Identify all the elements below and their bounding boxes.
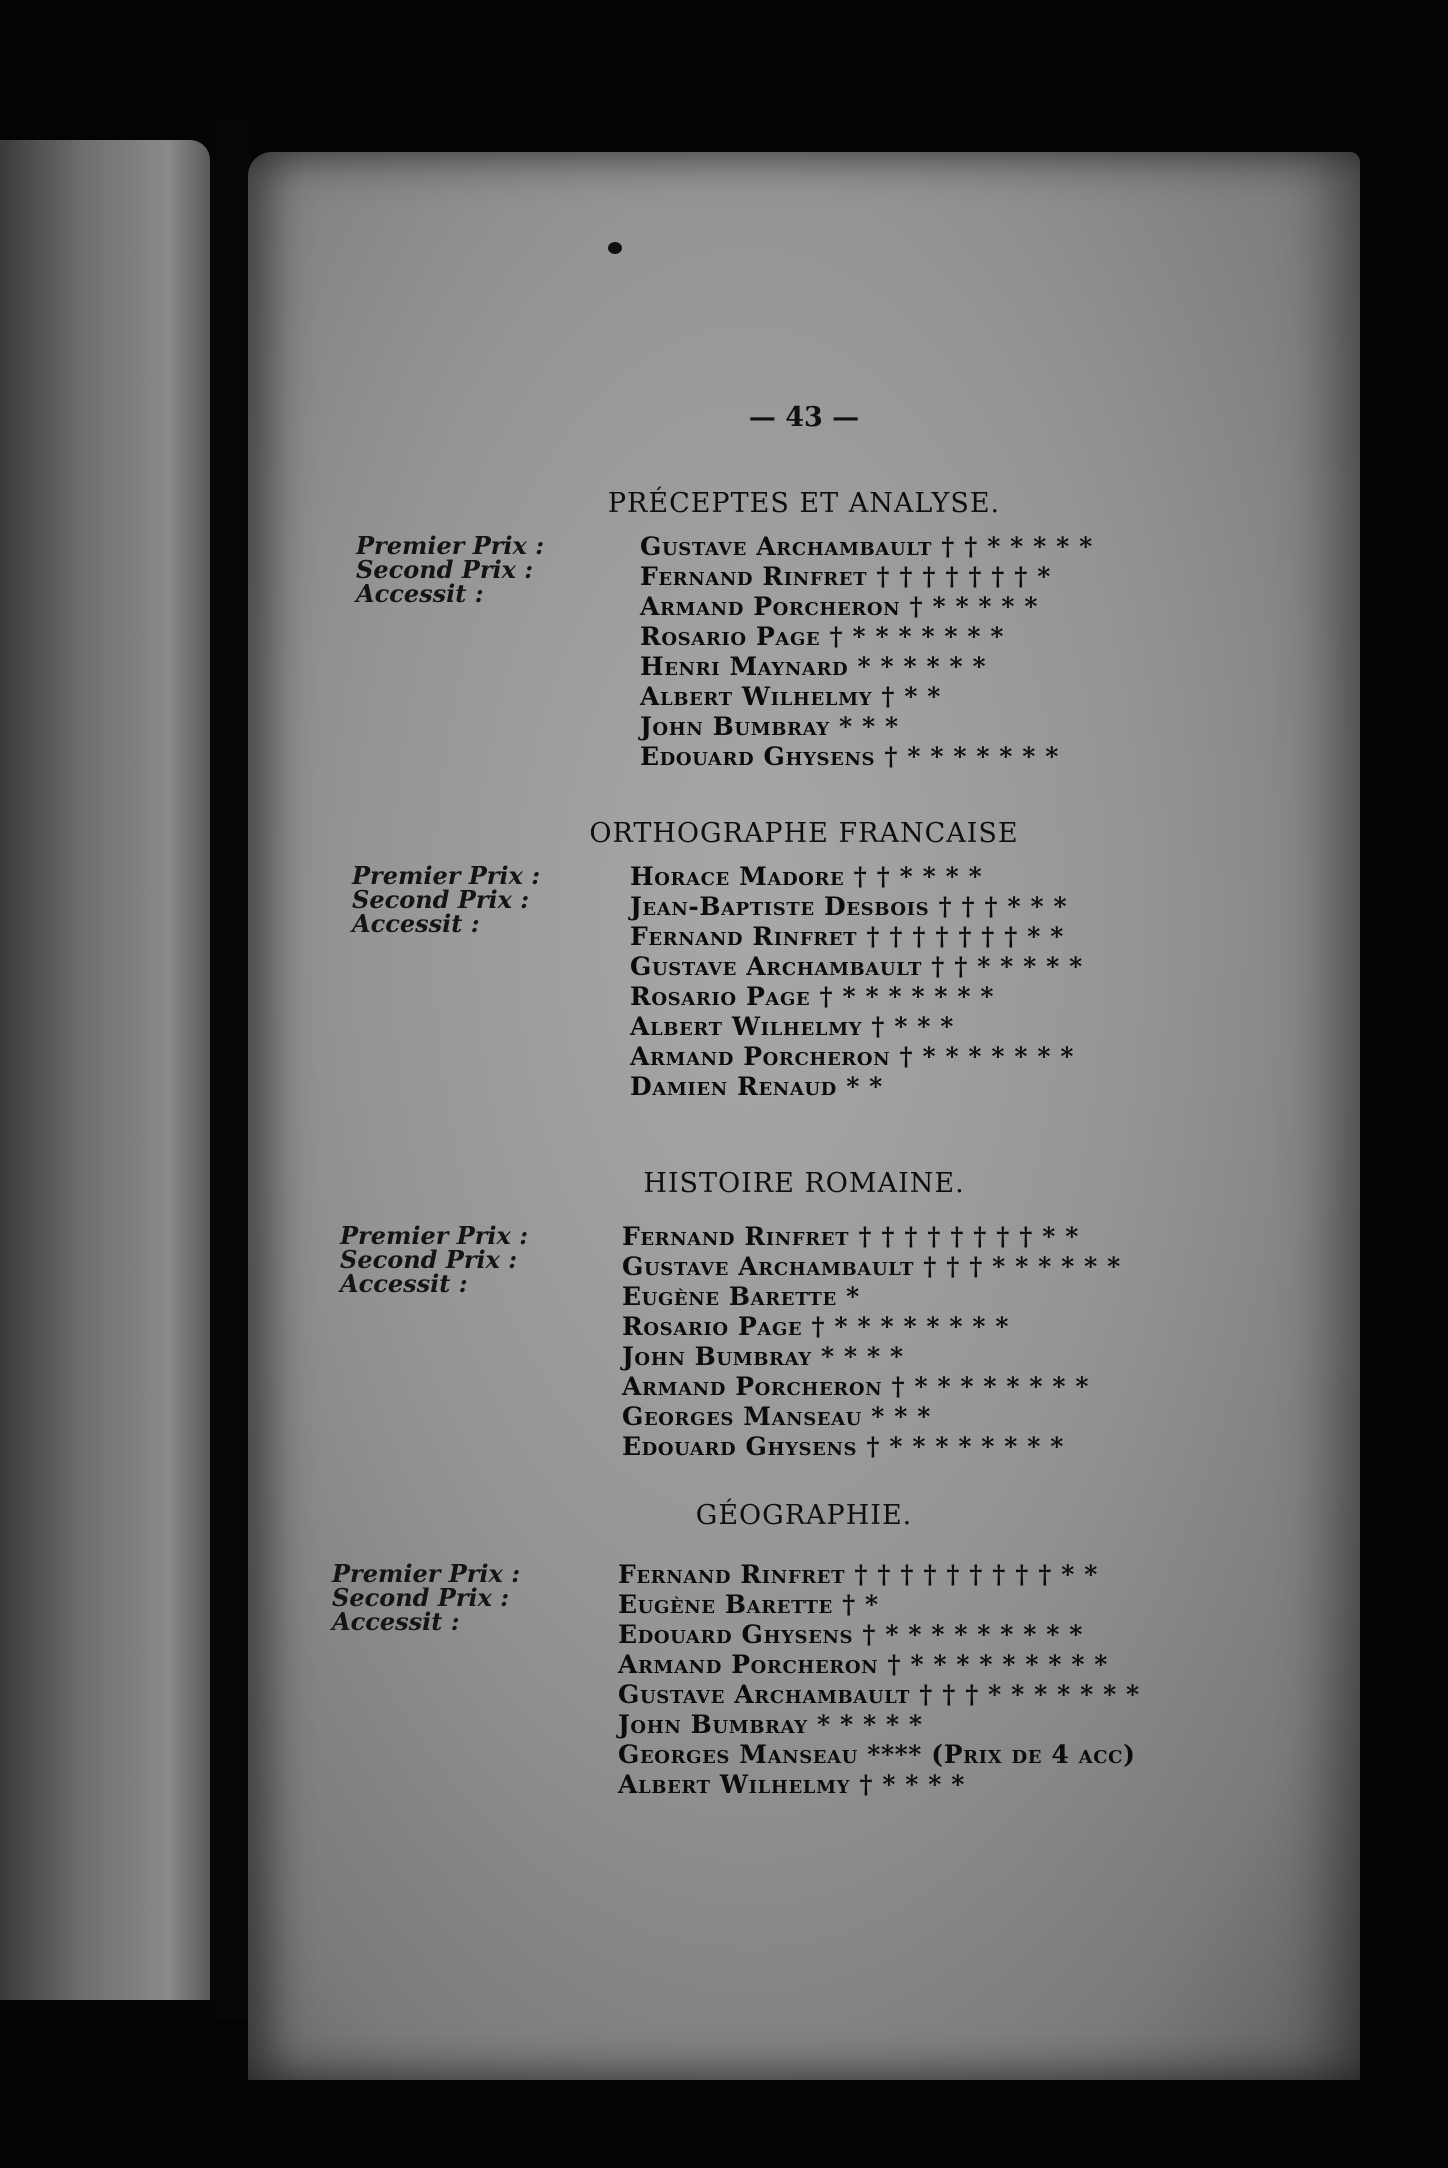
section-title-preceptes: PRÉCEPTES ET ANALYSE. (607, 488, 1001, 519)
section-entries (630, 862, 1083, 1102)
section-title-histoire: HISTOIRE ROMAINE. (643, 1168, 965, 1199)
section-entries (618, 1560, 1140, 1800)
list-item: Gustave Archambault † † * * * * * (640, 532, 1093, 561)
page-number: — 43 — (748, 402, 860, 433)
section-title-orthographe: ORTHOGRAPHE FRANCAISE (589, 818, 1019, 849)
list-item: John Bumbray * * * (640, 712, 899, 741)
list-item: Fernand Rinfret † † † † † † † † † * * (618, 1560, 1098, 1589)
label-premier-prix: Premier Prix : (356, 531, 545, 560)
list-item: Armand Porcheron † * * * * * * * (630, 1042, 1075, 1071)
ornament-mark (608, 242, 622, 254)
label-premier-prix: Premier Prix : (332, 1559, 521, 1588)
list-item: Georges Manseau * * * (622, 1402, 931, 1431)
list-item: Albert Wilhelmy † * * * (630, 1012, 954, 1041)
list-item: Gustave Archambault † † * * * * * (630, 952, 1083, 981)
section-labels (356, 531, 545, 608)
label-premier-prix: Premier Prix : (352, 861, 541, 890)
label-second-prix: Second Prix : (340, 1245, 518, 1274)
label-second-prix: Second Prix : (356, 555, 534, 584)
list-item: Rosario Page † * * * * * * * (630, 982, 995, 1011)
list-item: Gustave Archambault † † † * * * * * * (622, 1252, 1121, 1281)
section-entries (622, 1222, 1121, 1462)
list-item: Edouard Ghysens † * * * * * * * * * (618, 1620, 1083, 1649)
list-item: Albert Wilhelmy † * * * * (618, 1770, 965, 1799)
list-item: Armand Porcheron † * * * * * * * * * (618, 1650, 1108, 1679)
list-item: Albert Wilhelmy † * * (640, 682, 941, 711)
label-second-prix: Second Prix : (352, 885, 530, 914)
label-accessit: Accessit : (352, 909, 480, 938)
book-page (248, 152, 1360, 2080)
list-item: Edouard Ghysens † * * * * * * * (640, 742, 1059, 771)
list-item: Rosario Page † * * * * * * * (640, 622, 1005, 651)
label-accessit: Accessit : (340, 1269, 468, 1298)
list-item: Eugène Barette † * (618, 1590, 879, 1619)
list-item: Fernand Rinfret † † † † † † † † * * (622, 1222, 1079, 1251)
label-accessit: Accessit : (356, 579, 484, 608)
list-item: John Bumbray * * * * * (618, 1710, 923, 1739)
list-item: Rosario Page † * * * * * * * * (622, 1312, 1010, 1341)
section-labels (332, 1559, 521, 1636)
list-item: Georges Manseau **** (Prix de 4 acc) (618, 1740, 1136, 1769)
list-item: Fernand Rinfret † † † † † † † * (640, 562, 1051, 591)
section-labels (340, 1221, 529, 1298)
list-item: Jean-Baptiste Desbois † † † * * * (630, 892, 1068, 921)
label-second-prix: Second Prix : (332, 1583, 510, 1612)
list-item: Horace Madore † † * * * * (630, 862, 983, 891)
list-item: Eugène Barette * (622, 1282, 860, 1311)
list-item: Gustave Archambault † † † * * * * * * * (618, 1680, 1140, 1709)
label-accessit: Accessit : (332, 1607, 460, 1636)
section-title-geographie: GÉOGRAPHIE. (695, 1500, 913, 1531)
list-item: Armand Porcheron † * * * * * * * * (622, 1372, 1089, 1401)
list-item: Edouard Ghysens † * * * * * * * * (622, 1432, 1064, 1461)
label-premier-prix: Premier Prix : (340, 1221, 529, 1250)
book-gutter (210, 120, 250, 2020)
list-item: Fernand Rinfret † † † † † † † * * (630, 922, 1064, 951)
section-entries (640, 532, 1093, 772)
list-item: John Bumbray * * * * (622, 1342, 904, 1371)
section-labels (352, 861, 541, 938)
list-item: Damien Renaud * * (630, 1072, 883, 1101)
list-item: Armand Porcheron † * * * * * (640, 592, 1039, 621)
list-item: Henri Maynard * * * * * * (640, 652, 987, 681)
left-page-edge (0, 140, 210, 2000)
